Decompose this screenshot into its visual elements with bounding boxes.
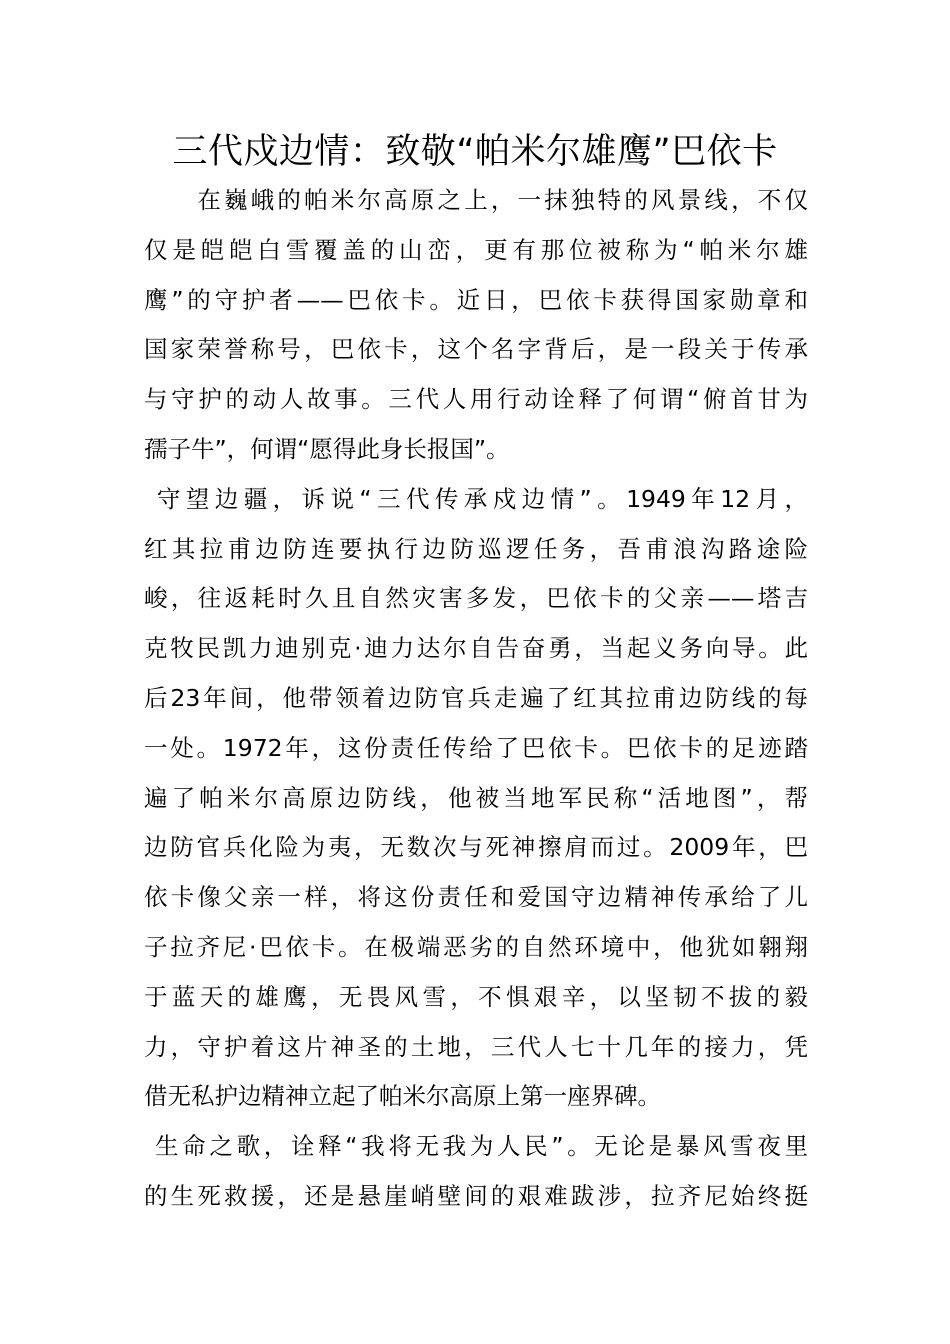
- text-line: 子拉齐尼·巴依卡。在极端恶劣的自然环境中，他犹如翱翔: [144, 932, 808, 961]
- text-line: 生命之歌，诠释“我将无我为人民”。无论是暴风雪夜里: [144, 1132, 808, 1161]
- text-line: 力，守护着这片神圣的土地，三代人七十几年的接力，凭: [144, 1032, 808, 1061]
- document-title: 三代戍边情：致敬“帕米尔雄鹰”巴依卡: [172, 132, 778, 172]
- text-line: 借无私护边精神立起了帕米尔高原上第一座界碑。: [144, 1082, 661, 1111]
- text-line: 与守护的动人故事。三代人用行动诠释了何谓“俯首甘为: [144, 385, 808, 414]
- text-line: 鹰”的守护者——巴依卡。近日，巴依卡获得国家勋章和: [144, 285, 808, 314]
- text-line: 峻，往返耗时久且自然灾害多发，巴依卡的父亲——塔吉: [144, 584, 808, 613]
- text-line: 遍了帕米尔高原边防线，他被当地军民称“活地图”，帮: [144, 783, 808, 812]
- text-line: 仅是皑皑白雪覆盖的山峦，更有那位被称为“帕米尔雄: [144, 235, 808, 264]
- text-line: 红其拉甫边防连要执行边防巡逻任务，吾甫浪沟路途险: [144, 534, 808, 563]
- text-line: 守望边疆，诉说“三代传承戍边情”。1949年12月，: [144, 484, 808, 513]
- text-line: 的生死救援，还是悬崖峭壁间的艰难跋涉，拉齐尼始终挺: [144, 1181, 808, 1210]
- text-line: 一处。1972年，这份责任传给了巴依卡。巴依卡的足迹踏: [144, 733, 808, 762]
- text-line: 依卡像父亲一样，将这份责任和爱国守边精神传承给了儿: [144, 883, 808, 912]
- text-line: 克牧民凯力迪别克·迪力达尔自告奋勇，当起义务向导。此: [144, 634, 808, 663]
- text-line: 国家荣誉称号，巴依卡，这个名字背后，是一段关于传承: [144, 335, 808, 364]
- text-line: 孺子牛”，何谓“愿得此身长报国”。: [144, 434, 510, 463]
- text-line: 在巍峨的帕米尔高原之上，一抹独特的风景线，不仅: [144, 186, 808, 214]
- document-body: [144, 176, 808, 1222]
- text-line: 边防官兵化险为夷，无数次与死神擦肩而过。2009年，巴: [144, 833, 808, 862]
- text-line: 于蓝天的雄鹰，无畏风雪，不惧艰辛，以坚韧不拔的毅: [144, 982, 808, 1011]
- text-line: 后23年间，他带领着边防官兵走遍了红其拉甫边防线的每: [144, 683, 808, 712]
